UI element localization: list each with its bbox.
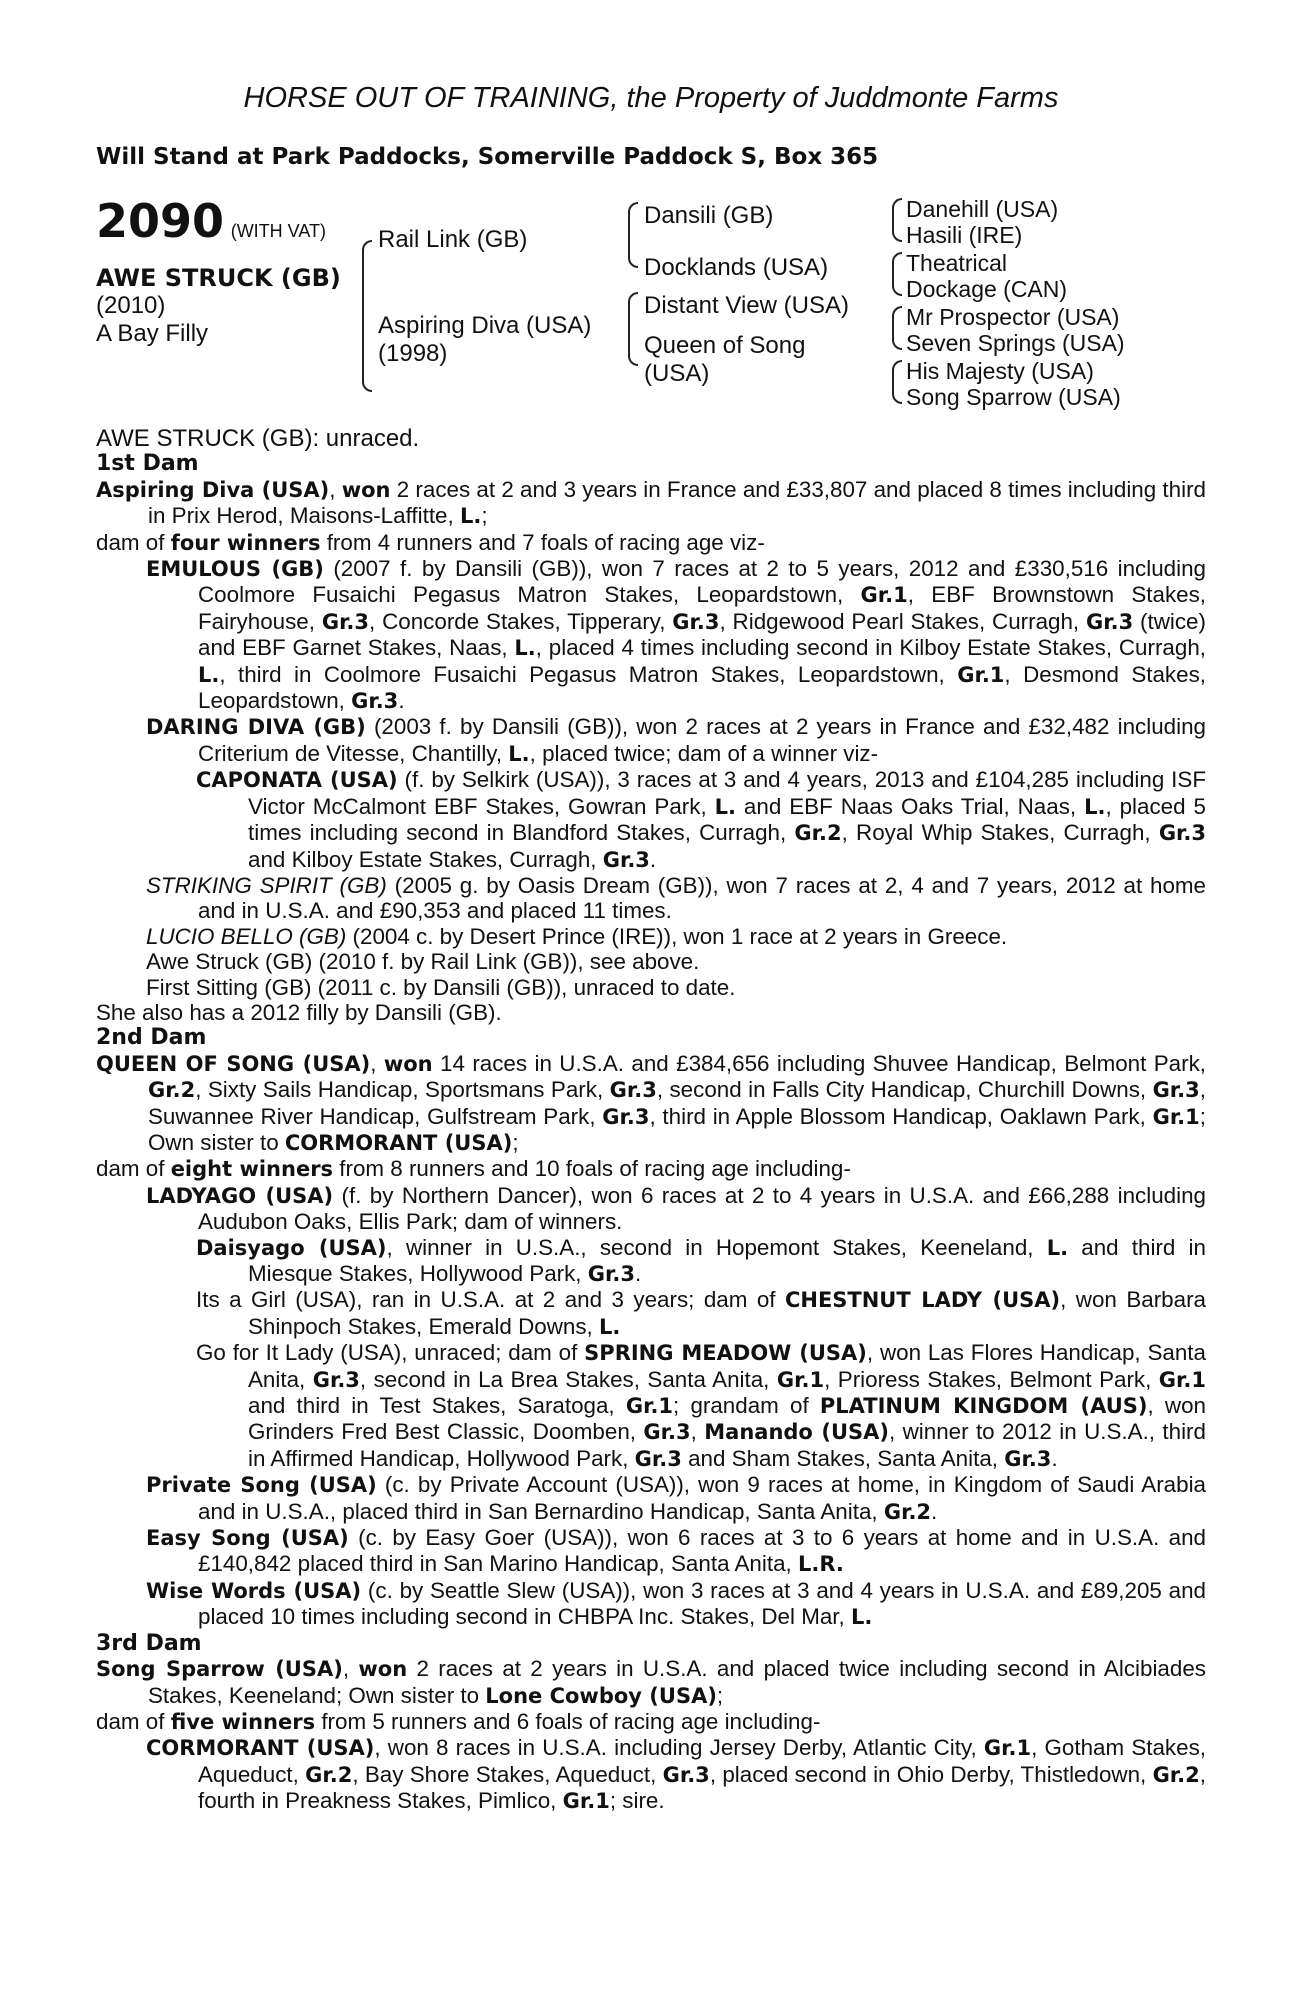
produce-entry: Go for It Lady (USA), unraced; dam of SPRING MEADOW (USA), won Las Flores Handicap, Santa Anita, Gr.3, second in La Brea Stakes, Santa Anita, Gr.1, Prioress Stakes, Belmont Park, Gr.1 and third in Test Stakes, Saratoga, Gr.1; grandam of PLATINUM KINGDOM (AUS), won Grinders Fred Best Classic, Doomben, Gr.3, Manando (USA), winner to 2012 in U.S.A., third in Affirmed Handicap, Hollywood Park, Gr.3 and Sham Stakes, Santa Anita, Gr.3. xyxy=(196,1340,1206,1471)
g3-7: His Majesty (USA) xyxy=(906,358,1094,384)
pedigree-brace xyxy=(892,252,902,296)
pedigree-brace xyxy=(628,292,638,366)
lot-line xyxy=(96,196,326,246)
stand-location: Will Stand at Park Paddocks, Somerville Paddock S, Box 365 xyxy=(96,144,879,170)
produce-entry: Private Song (USA) (c. by Private Account (USA)), won 9 races at home, in Kingdom of Saudi Arabia and in U.S.A., placed third in San Bernardino Handicap, Santa Anita, Gr.2. xyxy=(146,1472,1206,1524)
dam-paragraph: Aspiring Diva (USA), won 2 races at 2 and 3 years in France and £33,807 and placed 8 times including third in Prix Herod, Maisons-Laffitte, L.; xyxy=(96,476,1206,529)
horse-description: A Bay Filly xyxy=(96,320,209,347)
dam-sire: Distant View (USA) xyxy=(644,292,849,319)
produce-entry: LADYAGO (USA) (f. by Northern Dancer), won 6 races at 2 to 4 years in U.S.A. and £66,288 including Audubon Oaks, Ellis Park; dam of winners. xyxy=(146,1182,1207,1235)
vat-note: (WITH VAT) xyxy=(230,221,327,241)
g3-6: Seven Springs (USA) xyxy=(906,330,1125,356)
lot-number: 2090 xyxy=(96,194,225,248)
dam-dam: Queen of Song xyxy=(644,332,806,359)
produce-entry: First Sitting (GB) (2011 c. by Dansili (GB)), unraced to date. xyxy=(146,974,736,1000)
produce-note: She also has a 2012 filly by Dansili (GB). xyxy=(96,999,502,1025)
catalogue-body xyxy=(96,426,1206,1815)
third-dam-heading: 3rd Dam xyxy=(96,1630,202,1656)
produce-entry: Daisyago (USA), winner in U.S.A., second in Hopemont Stakes, Keeneland, L. and third in Miesque Stakes, Hollywood Park, Gr.3. xyxy=(196,1234,1206,1286)
race-record: AWE STRUCK (GB): unraced. xyxy=(96,425,420,452)
second-dam-heading: 2nd Dam xyxy=(96,1025,207,1051)
g3-5: Mr Prospector (USA) xyxy=(906,304,1120,330)
page-title: HORSE OUT OF TRAINING, the Property of Juddmonte Farms xyxy=(243,82,1059,114)
produce-entry: CORMORANT (USA), won 8 races in U.S.A. including Jersey Derby, Atlantic City, Gr.1, Gotham Stakes, Aqueduct, Gr.2, Bay Shore Stakes, Aqueduct, Gr.3, placed second in Ohio Derby, Thistledown, Gr.2, fourth in Preakness Stakes, Pimlico, Gr.1; sire. xyxy=(146,1735,1207,1814)
catalogue-page xyxy=(96,78,1206,1815)
pedigree-brace xyxy=(892,198,902,242)
produce-entry: Easy Song (USA) (c. by Easy Goer (USA)), won 6 races at 3 to 6 years at home and in U.S.A. and £140,842 placed third in San Marino Handicap, Santa Anita, L.R. xyxy=(146,1525,1206,1577)
pedigree-brace xyxy=(892,360,902,404)
horse-name: AWE STRUCK (GB) xyxy=(96,264,341,292)
dam-year: (1998) xyxy=(378,340,448,367)
produce-summary: dam of four winners from 4 runners and 7 foals of racing age viz- xyxy=(96,529,765,555)
g3-3: Theatrical xyxy=(906,250,1007,276)
pedigree-brace xyxy=(892,306,902,350)
produce-entry: EMULOUS (GB) (2007 f. by Dansili (GB)), won 7 races at 2 to 5 years, 2012 and £330,516 including Coolmore Fusaichi Pegasus Matron Stakes, Leopardstown, Gr.1, EBF Brownstown Stakes, Fairyhouse, Gr.3, Concorde Stakes, Tipperary, Gr.3, Ridgewood Pearl Stakes, Curragh, Gr.3 (twice) and EBF Garnet Stakes, Naas, L., placed 4 times including second in Kilboy Estate Stakes, Curragh, L., third in Coolmore Fusaichi Pegasus Matron Stakes, Leopardstown, Gr.1, Desmond Stakes, Leopardstown, Gr.3. xyxy=(146,556,1207,714)
produce-entry: STRIKING SPIRIT (GB) (2005 g. by Oasis Dream (GB)), won 7 races at 2, 4 and 7 years, 2012 at home and in U.S.A. and £90,353 and placed 11 times. xyxy=(146,872,1207,924)
g3-4: Dockage (CAN) xyxy=(906,276,1068,302)
produce-entry: LUCIO BELLO (GB) (2004 c. by Desert Prince (IRE)), won 1 race at 2 years in Greece. xyxy=(146,923,1008,949)
produce-entry: DARING DIVA (GB) (2003 f. by Dansili (GB)), won 2 races at 2 years in France and £32,482 including Criterium de Vitesse, Chantilly, L., placed twice; dam of a winner viz- xyxy=(146,714,1206,766)
produce-entry: Awe Struck (GB) (2010 f. by Rail Link (GB)), see above. xyxy=(146,949,700,975)
g3-2: Hasili (IRE) xyxy=(906,222,1023,248)
produce-entry: CAPONATA (USA) (f. by Selkirk (USA)), 3 races at 3 and 4 years, 2013 and £104,285 including ISF Victor McCalmont EBF Stakes, Gowran Park, L. and EBF Naas Oaks Trial, Naas, L., placed 5 times including second in Blandford Stakes, Curragh, Gr.2, Royal Whip Stakes, Curragh, Gr.3 and Kilboy Estate Stakes, Curragh, Gr.3. xyxy=(196,767,1207,872)
produce-summary: dam of eight winners from 8 runners and 10 foals of racing age including- xyxy=(96,1156,851,1182)
first-dam-heading: 1st Dam xyxy=(96,451,199,477)
dam-paragraph: Song Sparrow (USA), won 2 races at 2 years in U.S.A. and placed twice including second in Alcibiades Stakes, Keeneland; Own sister to Lone Cowboy (USA); xyxy=(96,1656,1206,1708)
produce-summary: dam of five winners from 5 runners and 6 foals of racing age including- xyxy=(96,1708,821,1734)
sire-dam: Docklands (USA) xyxy=(644,254,829,281)
pedigree-brace xyxy=(362,240,372,392)
g3-8: Song Sparrow (USA) xyxy=(906,384,1121,410)
horse-year: (2010) xyxy=(96,292,166,319)
dam-dam-country: (USA) xyxy=(644,360,710,387)
pedigree-block xyxy=(96,196,1206,426)
produce-entry: Its a Girl (USA), ran in U.S.A. at 2 and 3 years; dam of CHESTNUT LADY (USA), won Barbara Shinpoch Stakes, Emerald Downs, L. xyxy=(196,1287,1206,1339)
g3-1: Danehill (USA) xyxy=(906,196,1059,222)
sire-sire: Dansili (GB) xyxy=(644,202,774,229)
pedigree-brace xyxy=(628,202,638,268)
dam: Aspiring Diva (USA) xyxy=(378,312,592,339)
produce-entry: Wise Words (USA) (c. by Seattle Slew (USA)), won 3 races at 3 and 4 years in U.S.A. and £89,205 and placed 10 times including second in CHBPA Inc. Stakes, Del Mar, L. xyxy=(146,1577,1206,1630)
dam-paragraph: QUEEN OF SONG (USA), won 14 races in U.S.A. and £384,656 including Shuvee Handicap, Belmont Park, Gr.2, Sixty Sails Handicap, Sportsmans Park, Gr.3, second in Falls City Handicap, Churchill Downs, Gr.3, Suwannee River Handicap, Gulfstream Park, Gr.3, third in Apple Blossom Handicap, Oaklawn Park, Gr.1; Own sister to CORMORANT (USA); xyxy=(96,1050,1207,1155)
sire: Rail Link (GB) xyxy=(378,226,528,253)
